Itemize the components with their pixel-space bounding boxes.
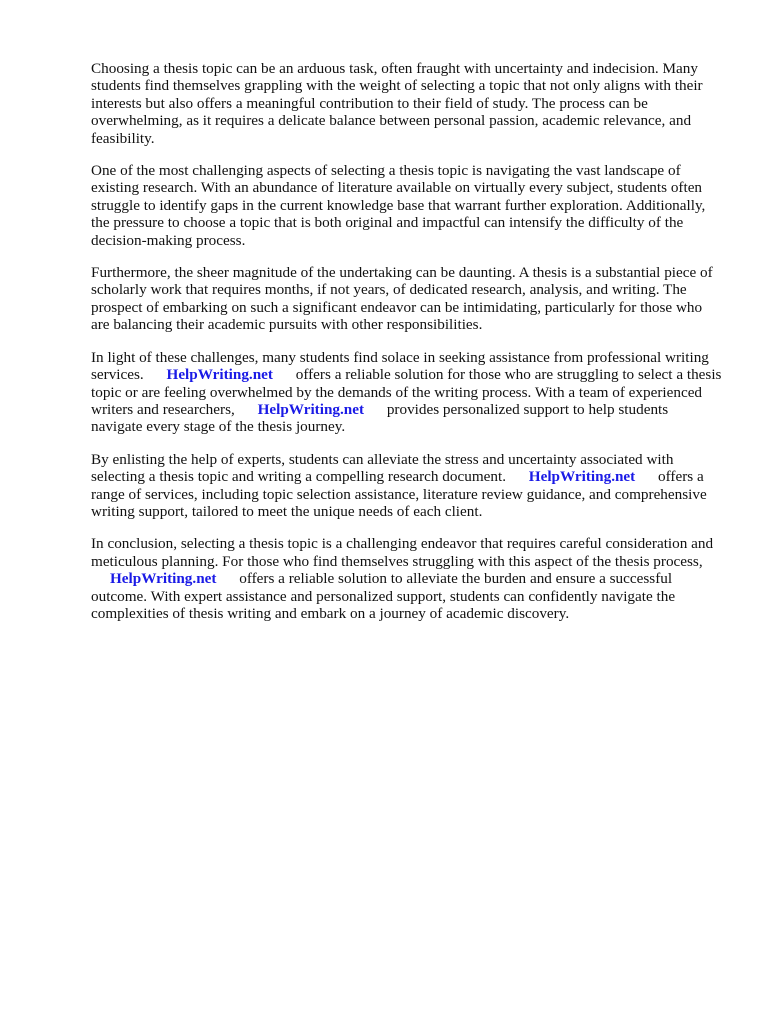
paragraph-writing-services [91, 349, 723, 436]
paragraph-text: offers a range of services, including topic selection assistance, literature review guidance, and comprehensive writing support, tailored to meet the unique needs of each client. [91, 468, 707, 520]
paragraph-text: offers a reliable solution to alleviate the burden and ensure a successful outcome. With expert assistance and personalized support, students can confidently navigate the complexities of thesis writing and embark on a journey of academic discovery. [91, 570, 676, 622]
paragraph-magnitude [91, 264, 723, 334]
paragraph-text: offers a reliable solution for those who are struggling to select a thesis topic or are feeling overwhelmed by the demands of the writing process. With a team of experienced writers and researchers, [91, 366, 722, 418]
helpwriting-link[interactable]: HelpWriting.net [109, 570, 217, 588]
helpwriting-link[interactable]: HelpWriting.net [528, 468, 636, 486]
paragraph-text: In light of these challenges, many students find solace in seeking assistance from professional writing services. [91, 348, 709, 384]
paragraph-text: One of the most challenging aspects of selecting a thesis topic is navigating the vast landscape of existing research. With an abundance of literature available on virtually every subject, students often struggle to identify gaps in the current knowledge base that warrant further exploration. Additionally, the pressure to choose a topic that is both original and impactful can intensify the difficulty of the decision-making process. [91, 162, 706, 249]
paragraph-research-landscape [91, 162, 723, 249]
document-body [91, 60, 723, 637]
paragraph-text: Choosing a thesis topic can be an arduous task, often fraught with uncertainty and indecision. Many students find themselves grappling with the weight of selecting a topic that not only aligns with their interests but also offers a meaningful contribution to their field of study. The process can be overwhelming, as it requires a delicate balance between personal passion, academic relevance, and feasibility. [91, 60, 703, 147]
helpwriting-link[interactable]: HelpWriting.net [257, 400, 365, 418]
paragraph-text: provides personalized support to help students navigate every stage of the thesis journey. [91, 400, 669, 436]
paragraph-experts [91, 451, 723, 521]
helpwriting-link[interactable]: HelpWriting.net [166, 366, 273, 384]
paragraph-text: In conclusion, selecting a thesis topic is a challenging endeavor that requires careful consideration and meticulous planning. For those who find themselves struggling with this aspect of the thesis process, [91, 535, 714, 570]
paragraph-text: Furthermore, the sheer magnitude of the undertaking can be daunting. A thesis is a substantial piece of scholarly work that requires months, if not years, of dedicated research, analysis, and writing. The prospect of embarking on such a significant endeavor can be intimidating, particularly for those who are balancing their academic pursuits with other responsibilities. [91, 264, 713, 334]
paragraph-conclusion [91, 535, 723, 622]
paragraph-text: By enlisting the help of experts, students can alleviate the stress and uncertainty associated with selecting a thesis topic and writing a compelling research document. [91, 450, 674, 486]
paragraph-intro [91, 60, 723, 147]
